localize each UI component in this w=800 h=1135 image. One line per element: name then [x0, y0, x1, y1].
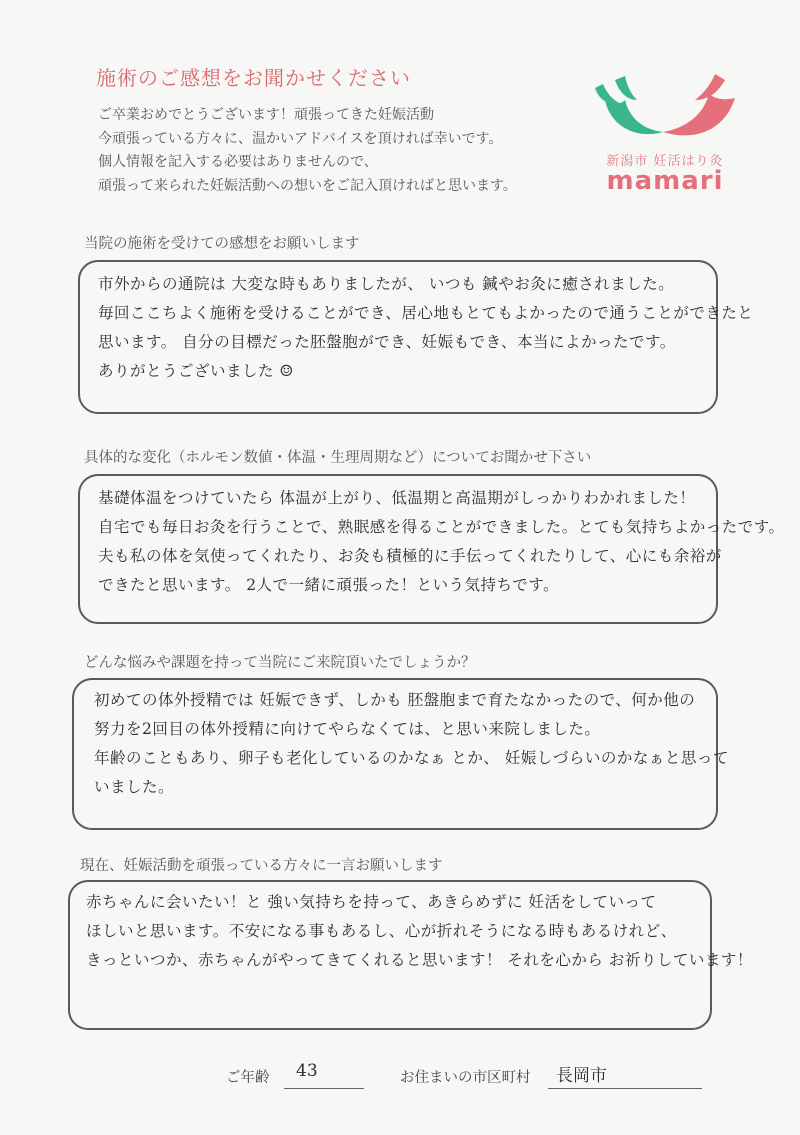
intro-line: 頑張って来られた妊娠活動への想いをご記入頂ければと思います。: [98, 177, 517, 194]
age-label: ご年齢: [226, 1070, 270, 1086]
section-label-impressions: 当院の施術を受けての感想をお願いします: [84, 236, 360, 252]
answer-changes: [98, 484, 784, 600]
intro-text: [98, 104, 517, 198]
answer-message: [86, 888, 753, 975]
intro-line: ご卒業おめでとうございます！頑張ってきた妊娠活動: [98, 107, 434, 123]
answer-line: ほしいと思います。不安になる事もあるし、心が折れそうになる時もあるけれど、: [86, 922, 677, 940]
answer-line: 赤ちゃんに会いたい！と 強い気持ちを持って、あきらめずに 妊活をしていって: [86, 893, 657, 911]
page-title: 施術のご感想をお聞かせください: [96, 66, 411, 90]
answer-line: 基礎体温をつけていたら 体温が上がり、低温期と高温期がしっかりわかれました！: [98, 489, 696, 507]
answer-line: 努力を2回目の体外授精に向けてやらなくては、と思い来院しました。: [94, 720, 601, 738]
answer-line: 初めての体外授精では 妊娠できず、しかも 胚盤胞まで育たなかったので、何か他の: [94, 691, 696, 709]
logo-subtitle: 新潟市 妊活はり灸: [606, 154, 724, 169]
city-underline: [548, 1088, 702, 1089]
section-label-concerns: どんな悩みや課題を持って当院にご来院頂いたでしょうか？: [84, 655, 476, 671]
age-underline: [284, 1088, 364, 1089]
answer-line: 市外からの通院は 大変な時もありましたが、 いつも 鍼やお灸に癒されました。: [98, 275, 675, 293]
answer-line: 夫も私の体を気使ってくれたり、お灸も積極的に手伝ってくれたりして、心にも余裕が: [98, 547, 722, 565]
answer-line: 自宅でも毎日お灸を行うことで、熟眠感を得ることができました。とても気持ちよかったです。: [98, 518, 785, 536]
answer-concerns: [94, 686, 729, 802]
answer-line: 思います。 自分の目標だった胚盤胞ができ、妊娠もでき、本当によかったです。: [98, 333, 676, 351]
answer-line: 毎回ここちよく施術を受けることができ、居心地もとてもよかったので通うことができたと: [98, 304, 754, 322]
answer-line: いました。: [94, 778, 175, 796]
answer-line: きっといつか、赤ちゃんがやってきてくれると思います！ それを心から お祈りしています！: [86, 951, 753, 969]
intro-line: 今頑張っている方々に、温かいアドバイスを頂ければ幸いです。: [98, 130, 503, 147]
answer-line: できたと思います。 2人で一緒に頑張った！という気持ちです。: [98, 576, 560, 594]
intro-line: 個人情報を記入する必要はありませんので、: [98, 154, 378, 170]
section-label-message: 現在、妊娠活動を頑張っている方々に一言お願いします: [80, 858, 443, 874]
answer-impressions: [98, 270, 753, 386]
answer-line: 年齢のこともあり、卵子も老化しているのかなぁ とか、 妊娠しづらいのかなぁと思って: [94, 749, 729, 767]
age-value: 43: [296, 1061, 318, 1081]
city-value: 長岡市: [556, 1066, 607, 1086]
section-label-changes: 具体的な変化（ホルモン数値・体温・生理周期など）についてお聞かせ下さい: [84, 450, 592, 466]
city-label: お住まいの市区町村: [400, 1070, 531, 1086]
logo-name: mamari: [606, 166, 724, 196]
answer-line: ありがとうございました ☺: [98, 362, 294, 380]
